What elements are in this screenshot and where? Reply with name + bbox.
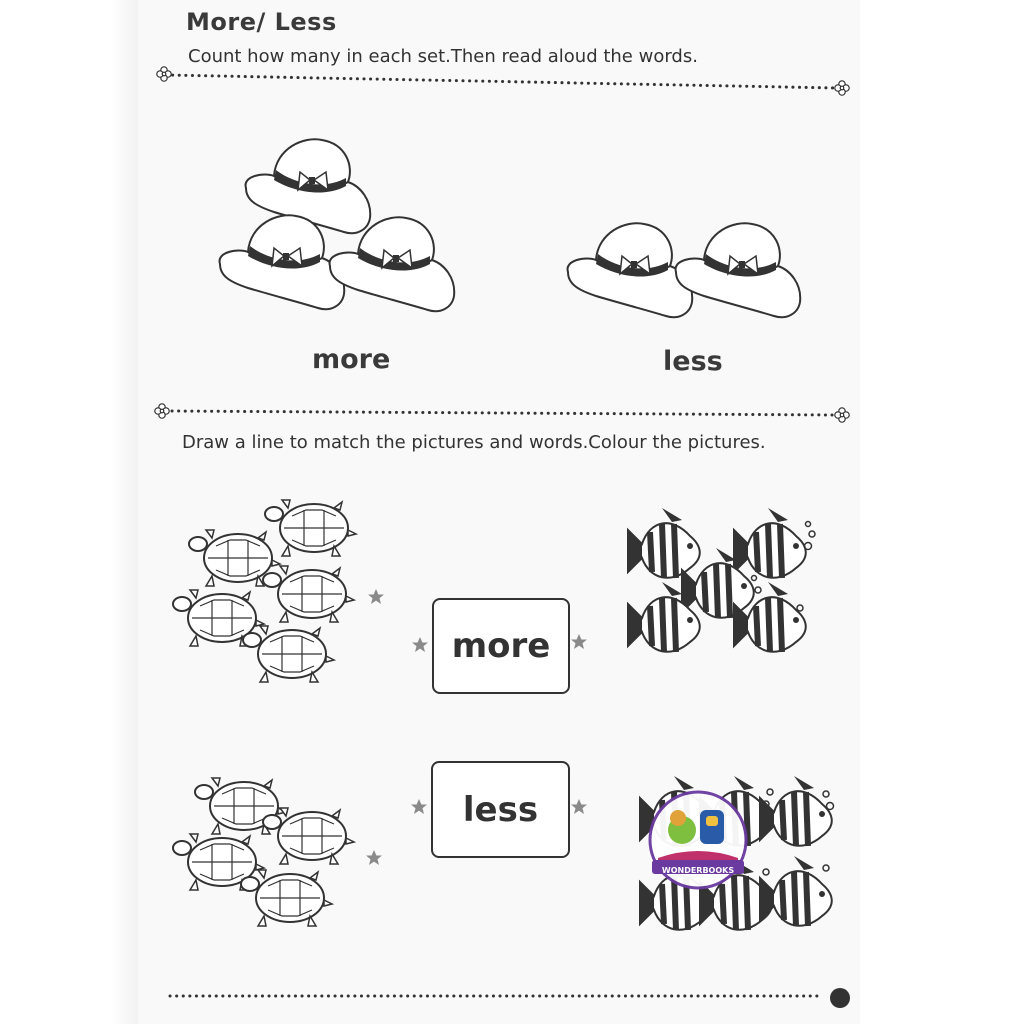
flower-icon <box>835 408 849 422</box>
star-icon <box>412 637 428 652</box>
turtle-icon <box>265 500 356 556</box>
flower-icon <box>835 81 849 95</box>
page-number-dot-icon <box>830 988 850 1008</box>
label-less: less <box>663 346 723 377</box>
word-box-less[interactable]: less <box>431 761 570 858</box>
instruction-match: Draw a line to match the pictures and words.Colour the pictures. <box>182 432 766 453</box>
label-more: more <box>312 344 391 375</box>
hat-icon <box>220 215 345 309</box>
fish-icon <box>760 776 832 846</box>
word-box-more[interactable]: more <box>432 598 570 694</box>
flower-icon <box>157 67 171 81</box>
fish-icon <box>760 856 832 926</box>
hat-icon <box>568 223 693 317</box>
star-icon <box>368 589 384 604</box>
watermark-text: WONDERBOOKS <box>661 866 735 875</box>
dotted-divider-middle <box>172 411 834 415</box>
turtle-icon <box>263 566 354 622</box>
fish-icon <box>628 508 700 578</box>
star-icon <box>411 799 427 814</box>
instruction-count: Count how many in each set.Then read aloud the words. <box>188 46 698 67</box>
star-icon <box>366 850 382 865</box>
fish-icon <box>734 508 806 578</box>
flower-icon <box>155 404 169 418</box>
hat-icon <box>676 223 801 317</box>
star-icon <box>571 799 587 814</box>
dotted-divider-top <box>166 75 836 88</box>
turtle-icon <box>241 870 332 926</box>
turtle-icon <box>263 808 354 864</box>
star-icon <box>571 634 587 649</box>
page-title: More/ Less <box>186 8 337 36</box>
turtle-icon <box>243 626 334 682</box>
